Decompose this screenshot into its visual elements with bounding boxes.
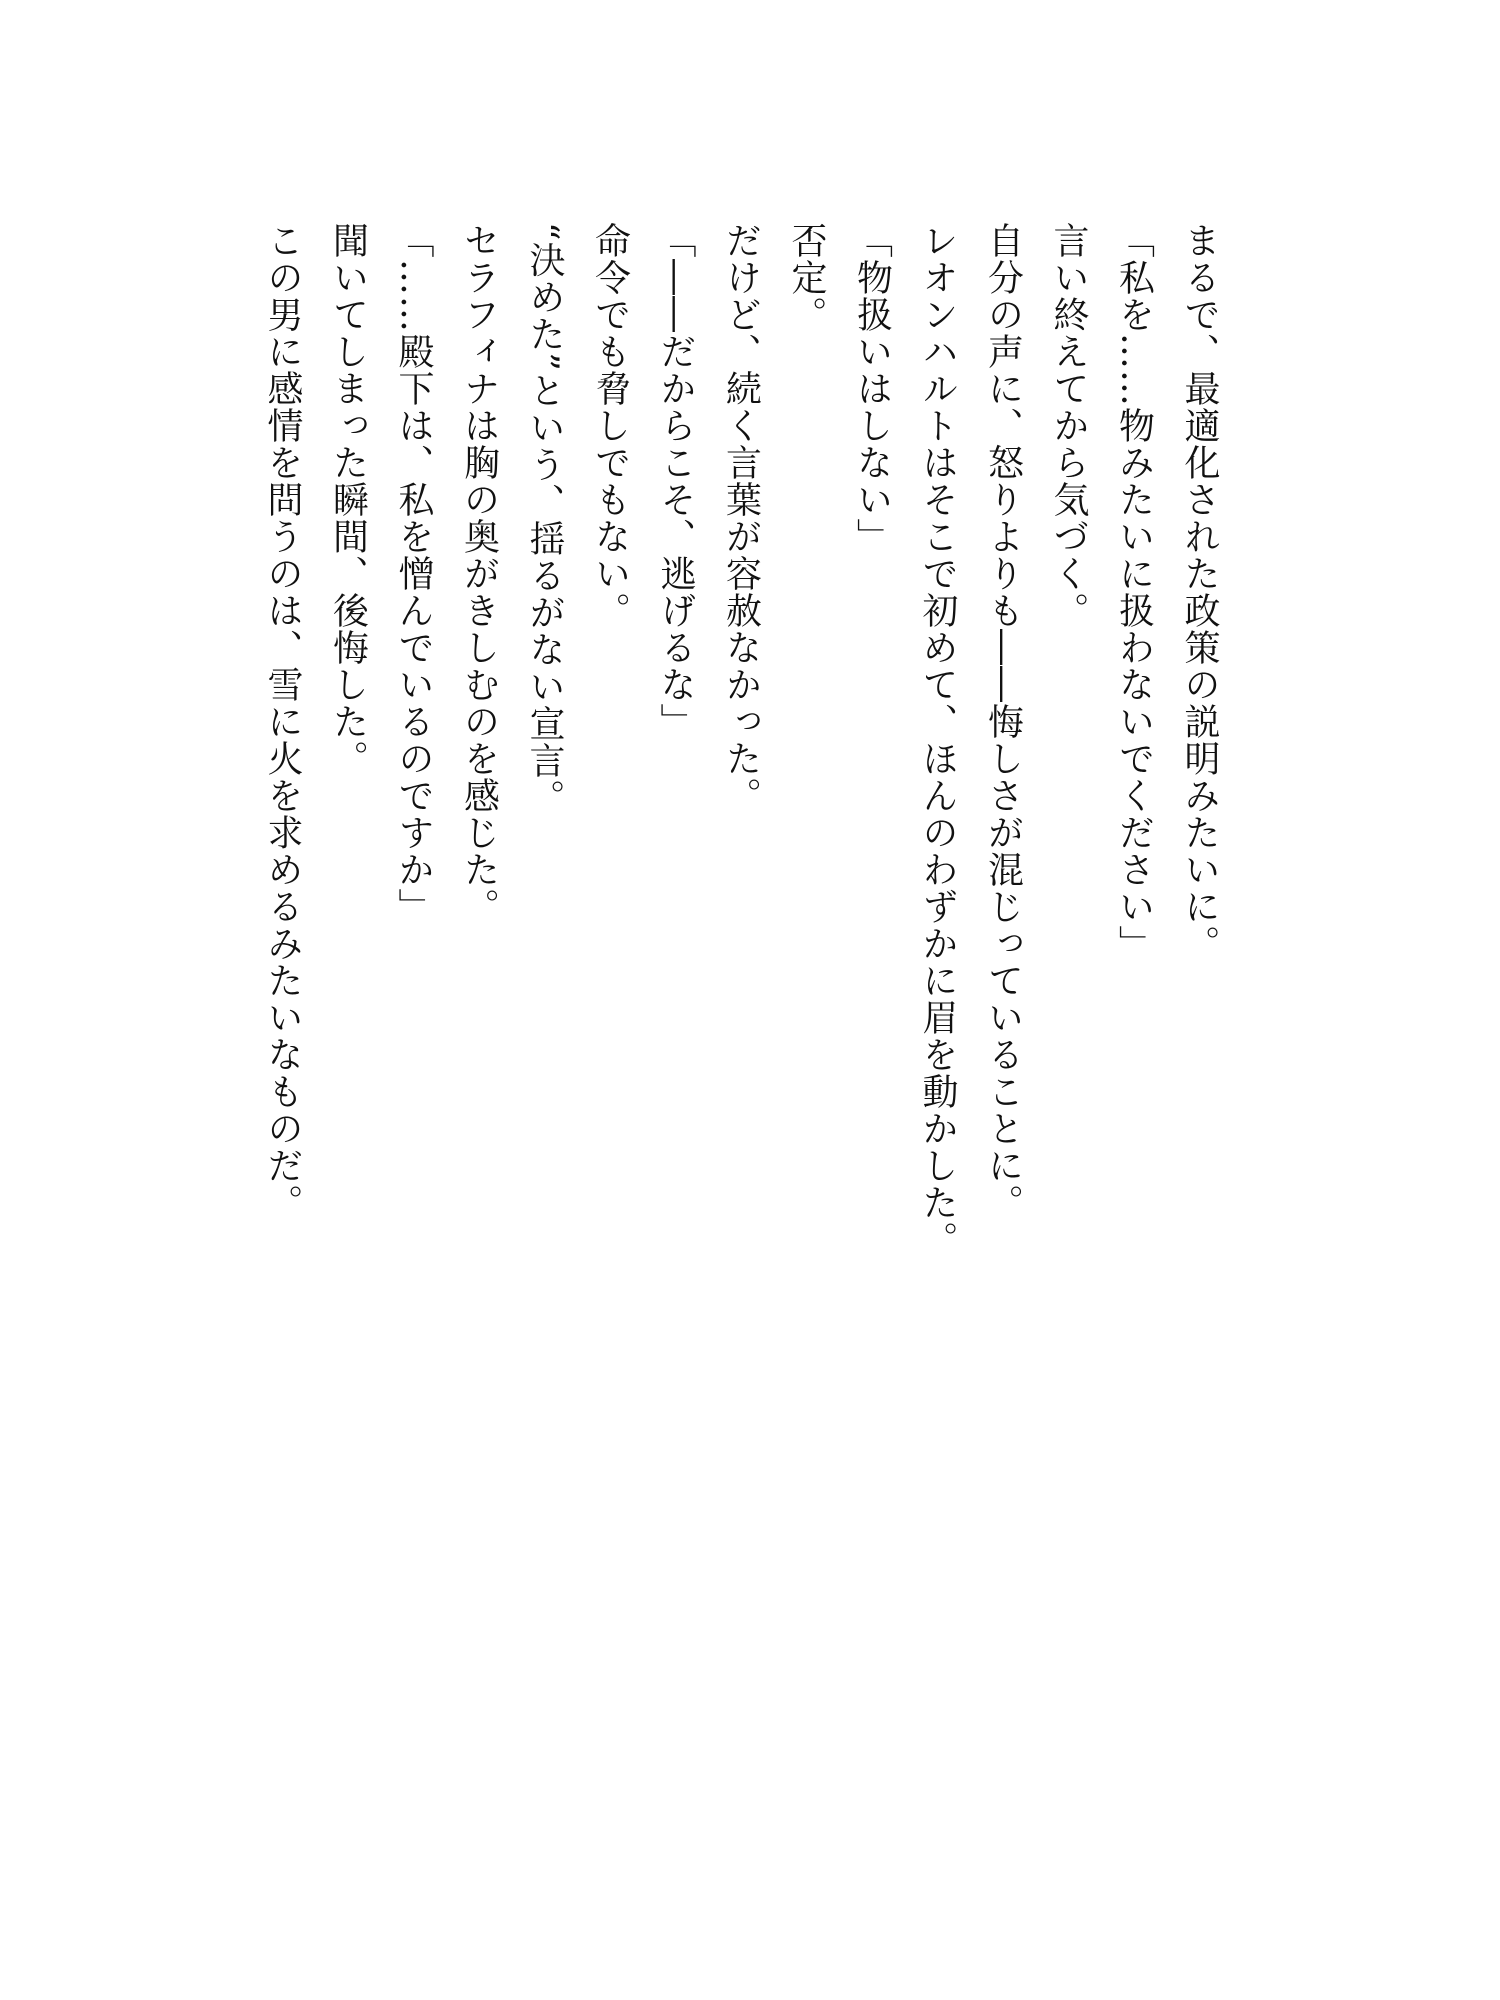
text-line: “決めた”という、揺るがない宣言。 bbox=[524, 222, 565, 816]
text-line: 聞いてしまった瞬間、後悔した。 bbox=[327, 222, 369, 777]
text-line: 「……殿下は、私を憎んでいるのですか」 bbox=[393, 222, 434, 925]
text-line: セラフィナは胸の奥がきしむのを感じた。 bbox=[458, 222, 500, 925]
text-line: 否定。 bbox=[786, 222, 827, 333]
text-line: 言い終えてから気づく。 bbox=[1048, 222, 1089, 629]
text-line: まるで、最適化された政策の説明みたいに。 bbox=[1179, 222, 1220, 962]
text-line: 「物扱いはしない」 bbox=[851, 222, 893, 555]
text-line: だけど、続く言葉が容赦なかった。 bbox=[720, 222, 762, 814]
text-line: 命令でも脅しでもない。 bbox=[589, 222, 631, 629]
text-line: レオンハルトはそこで初めて、ほんのわずかに眉を動かした。 bbox=[917, 222, 958, 1258]
vertical-text-body bbox=[242, 222, 1232, 1258]
text-line: この男に感情を問うのは、雪に火を求めるみたいなものだ。 bbox=[262, 222, 303, 1221]
text-line: 「私を……物みたいに扱わないでください」 bbox=[1113, 222, 1155, 962]
text-line: 自分の声に、怒りよりも――悔しさが混じっていることに。 bbox=[982, 222, 1024, 1221]
text-line: 「――だからこそ、逃げるな」 bbox=[655, 222, 696, 740]
